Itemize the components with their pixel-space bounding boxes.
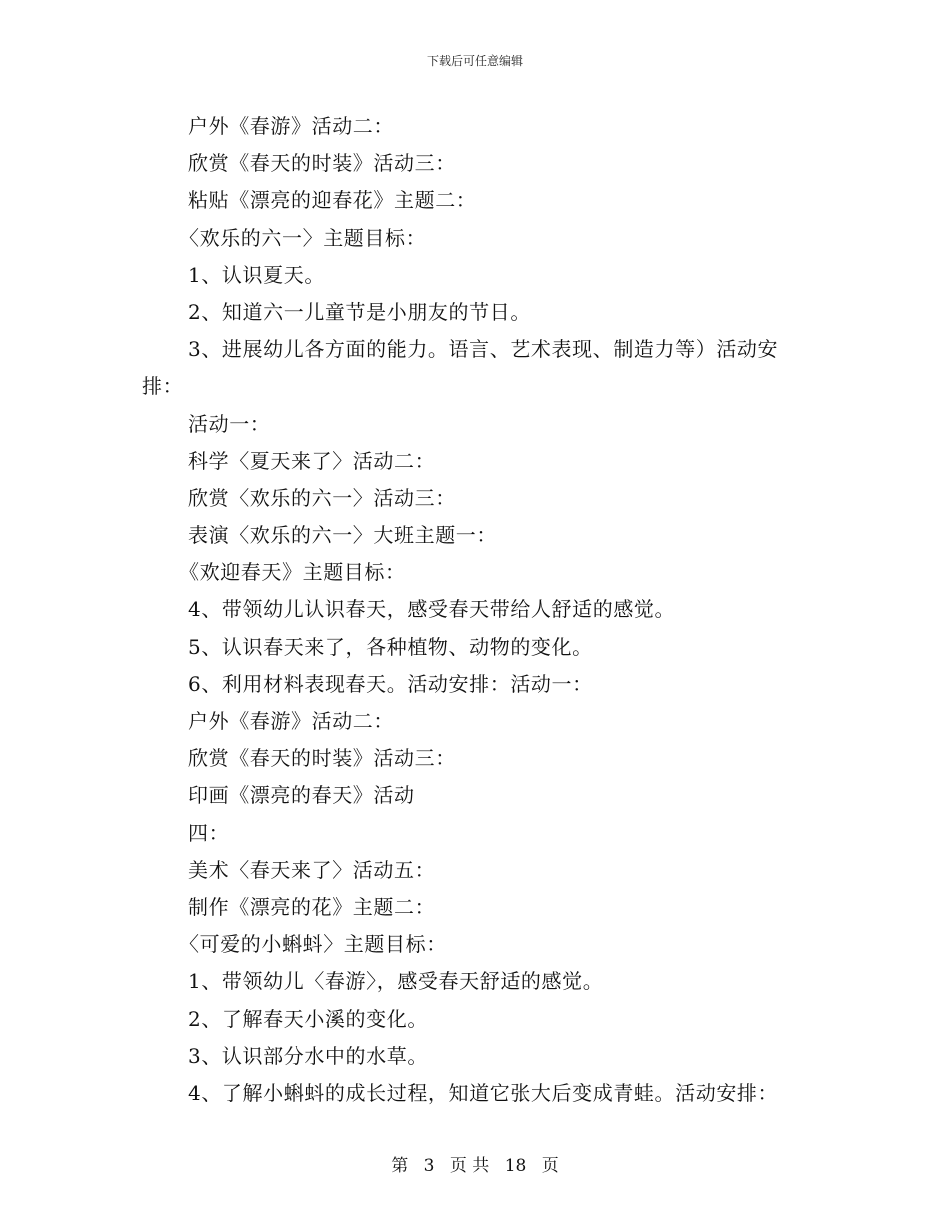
text-line: 2、知道六一儿童节是小朋友的节日。 [188,299,531,324]
text-line: 3、进展幼儿各方面的能力。语言、艺术表现、制造力等）活动安 [188,337,779,362]
page-number: 3 [423,1156,435,1176]
text-line: 3、认识部分水中的水草。 [188,1043,428,1068]
page-prefix: 第 [391,1156,409,1176]
text-line: 印画《漂亮的春天》活动 [188,783,415,808]
page-mid: 页 共 [449,1156,490,1176]
text-line: 表演〈欢乐的六一〉大班主题一： [188,523,497,548]
text-line: 粘贴《漂亮的迎春花》主题二： [188,188,477,213]
text-line: 排： [142,374,184,399]
page-suffix: 页 [541,1156,559,1176]
text-line: 2、了解春天小溪的变化。 [188,1006,428,1031]
text-line: 〈可爱的小蝌蚪〉主题目标： [179,932,447,957]
text-line: 1、带领幼儿〈春游〉，感受春天舒适的感觉。 [188,969,604,994]
total-pages: 18 [504,1156,527,1176]
text-line: 4、带领幼儿认识春天，感受春天带给人舒适的感觉。 [188,597,676,622]
text-line: 1、认识夏天。 [188,262,325,287]
text-line: 制作《漂亮的花》主题二： [188,894,436,919]
text-line: 〈欢乐的六一〉主题目标： [179,225,427,250]
text-line: 户外《春游》活动二： [188,114,394,138]
text-line: 四： [188,820,230,845]
text-line: 户外《春游》活动二： [188,709,394,733]
text-line: 欣赏《春天的时装》活动三： [188,151,456,176]
text-line: 欣赏《春天的时装》活动三： [188,746,456,771]
text-line: 欣赏〈欢乐的六一〉活动三： [188,485,456,510]
page-header-note: 下载后可任意编辑 [426,54,523,68]
text-line: 美术〈春天来了〉活动五： [188,857,436,882]
document-body [142,108,812,1112]
text-line: 活动一： [188,411,271,436]
text-line: 科学〈夏天来了〉活动二： [188,448,436,473]
text-line: 5、认识春天来了，各种植物、动物的变化。 [188,634,593,659]
text-line: 4、了解小蝌蚪的成长过程，知道它张大后变成青蛙。活动安排： [188,1080,779,1105]
text-line: 《欢迎春天》主题目标： [179,560,406,585]
page-footer [0,1154,950,1178]
text-line: 6、利用材料表现春天。活动安排：活动一： [188,671,593,696]
